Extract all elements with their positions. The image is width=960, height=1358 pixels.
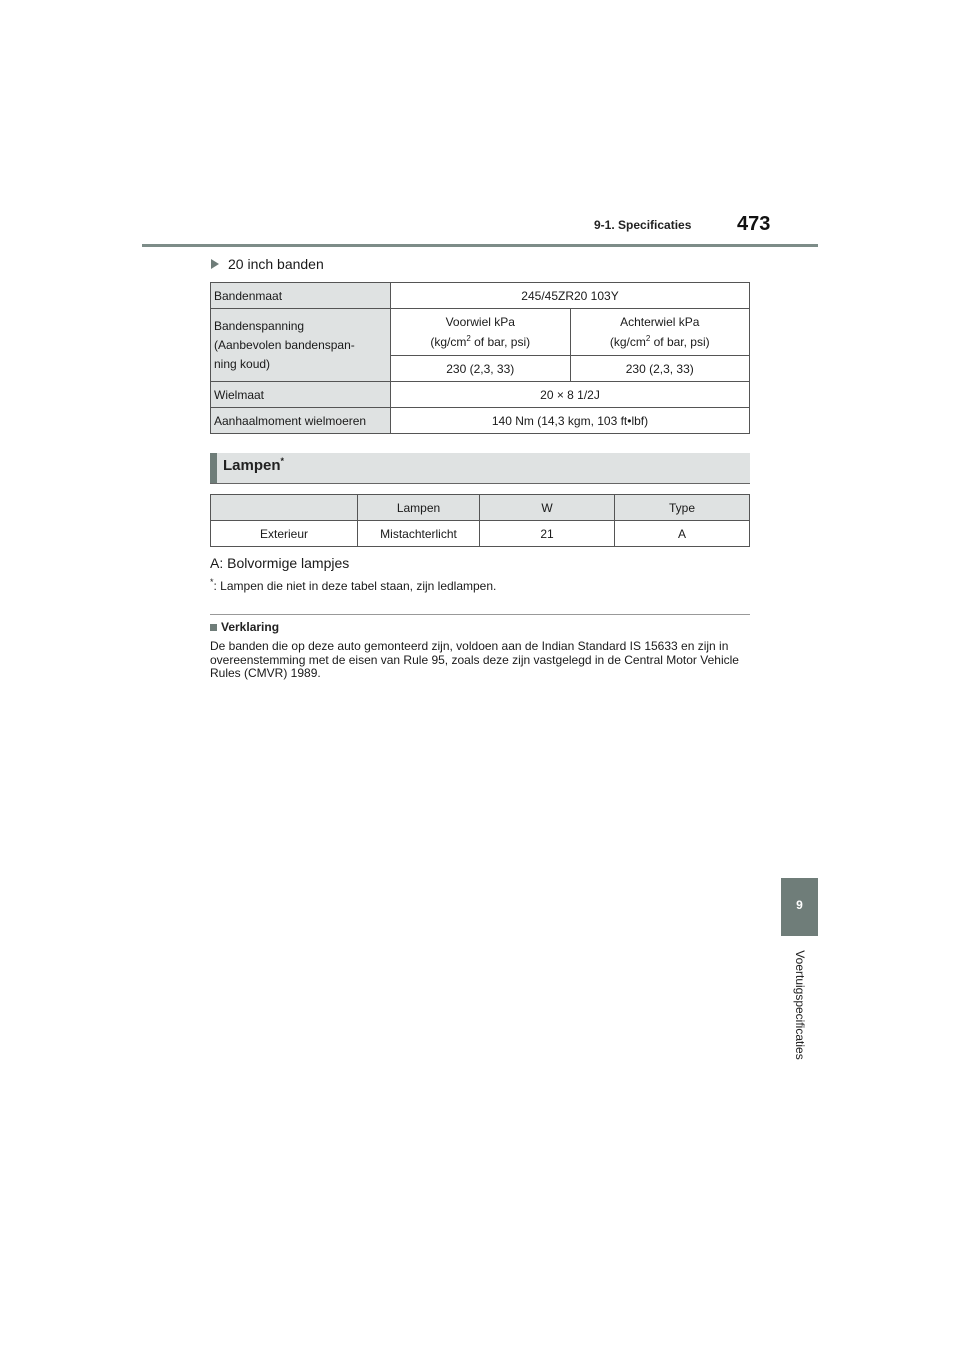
note-body: De banden die op deze auto gemonteerd zijn, voldoen aan de Indian Standard IS 15633 en zijn in overeenstemming met de eisen van Rule 95, zoals deze zijn vastgelegd in de Central Motor Vehicle Rules (CMVR) 1989.	[210, 639, 739, 680]
section-divider	[210, 614, 750, 615]
wheel-size-label: Wielmaat	[211, 382, 391, 408]
table-row	[211, 408, 750, 434]
pressure-label-line: Bandenspanning	[214, 318, 305, 333]
note-heading-text: Verklaring	[221, 620, 280, 634]
lamp-watt: 21	[480, 521, 615, 547]
triangle-bullet-icon	[211, 259, 219, 269]
rear-pressure-value: 230 (2,3, 33)	[570, 356, 750, 382]
banner-accent-bar	[210, 453, 217, 483]
pressure-label-line: (Aanbevolen bandenspan-	[214, 337, 355, 352]
header-divider	[142, 244, 818, 247]
front-pressure-value: 230 (2,3, 33)	[391, 356, 571, 382]
lamp-type-legend: A: Bolvormige lampjes	[210, 555, 350, 571]
lamps-section-banner	[210, 453, 750, 484]
tyre-size-value: 245/45ZR20 103Y	[391, 283, 750, 309]
unit-text: (kg/cm	[430, 335, 467, 349]
unit-superscript: 2	[645, 334, 651, 343]
lamps-title-marker: *	[280, 456, 285, 466]
footnote-text: : Lampen die niet in deze tabel staan, zijn ledlampen.	[213, 579, 497, 593]
lamp-type: A	[615, 521, 750, 547]
chapter-tab	[781, 878, 818, 936]
note-heading	[210, 620, 279, 634]
lamps-header-type: Type	[615, 495, 750, 521]
tyre-pressure-label	[211, 309, 391, 382]
tyre-size-label: Bandenmaat	[211, 283, 391, 309]
table-row	[211, 309, 750, 356]
rear-wheel-title: Achterwiel kPa	[620, 315, 700, 329]
table-row	[211, 283, 750, 309]
rear-wheel-header	[570, 309, 750, 356]
table-row	[211, 521, 750, 547]
lamps-header-empty	[211, 495, 358, 521]
lamps-table	[210, 494, 750, 547]
footnote	[210, 577, 496, 593]
subheading-text: 20 inch banden	[228, 256, 324, 272]
subheading	[211, 256, 324, 272]
table-header-row	[211, 495, 750, 521]
lamp-location: Exterieur	[211, 521, 358, 547]
chapter-side-label: Voertuigspecificaties	[793, 950, 807, 1060]
lamps-section-title	[223, 457, 284, 474]
torque-label: Aanhaalmoment wielmoeren	[211, 408, 391, 434]
unit-text: (kg/cm	[609, 335, 646, 349]
lamps-header-w: W	[480, 495, 615, 521]
table-row	[211, 382, 750, 408]
torque-value: 140 Nm (14,3 kgm, 103 ft•lbf)	[391, 408, 750, 434]
square-bullet-icon	[210, 624, 217, 631]
chapter-number: 9	[796, 898, 803, 912]
wheel-size-value: 20 × 8 1/2J	[391, 382, 750, 408]
unit-text: of bar, psi)	[470, 335, 531, 349]
lamps-title-text: Lampen	[223, 457, 281, 474]
lamps-header-lampen: Lampen	[358, 495, 480, 521]
pressure-label-line: ning koud)	[214, 356, 271, 371]
tyre-spec-table	[210, 282, 750, 434]
unit-superscript: 2	[466, 334, 471, 343]
header-section-title: 9-1. Specificaties	[594, 218, 692, 232]
footnote-marker: *	[210, 577, 214, 587]
unit-text: of bar, psi)	[650, 335, 710, 349]
front-wheel-title: Voorwiel kPa	[445, 315, 515, 329]
front-wheel-header	[391, 309, 571, 356]
lamp-name: Mistachterlicht	[358, 521, 480, 547]
page-number: 473	[737, 213, 771, 235]
